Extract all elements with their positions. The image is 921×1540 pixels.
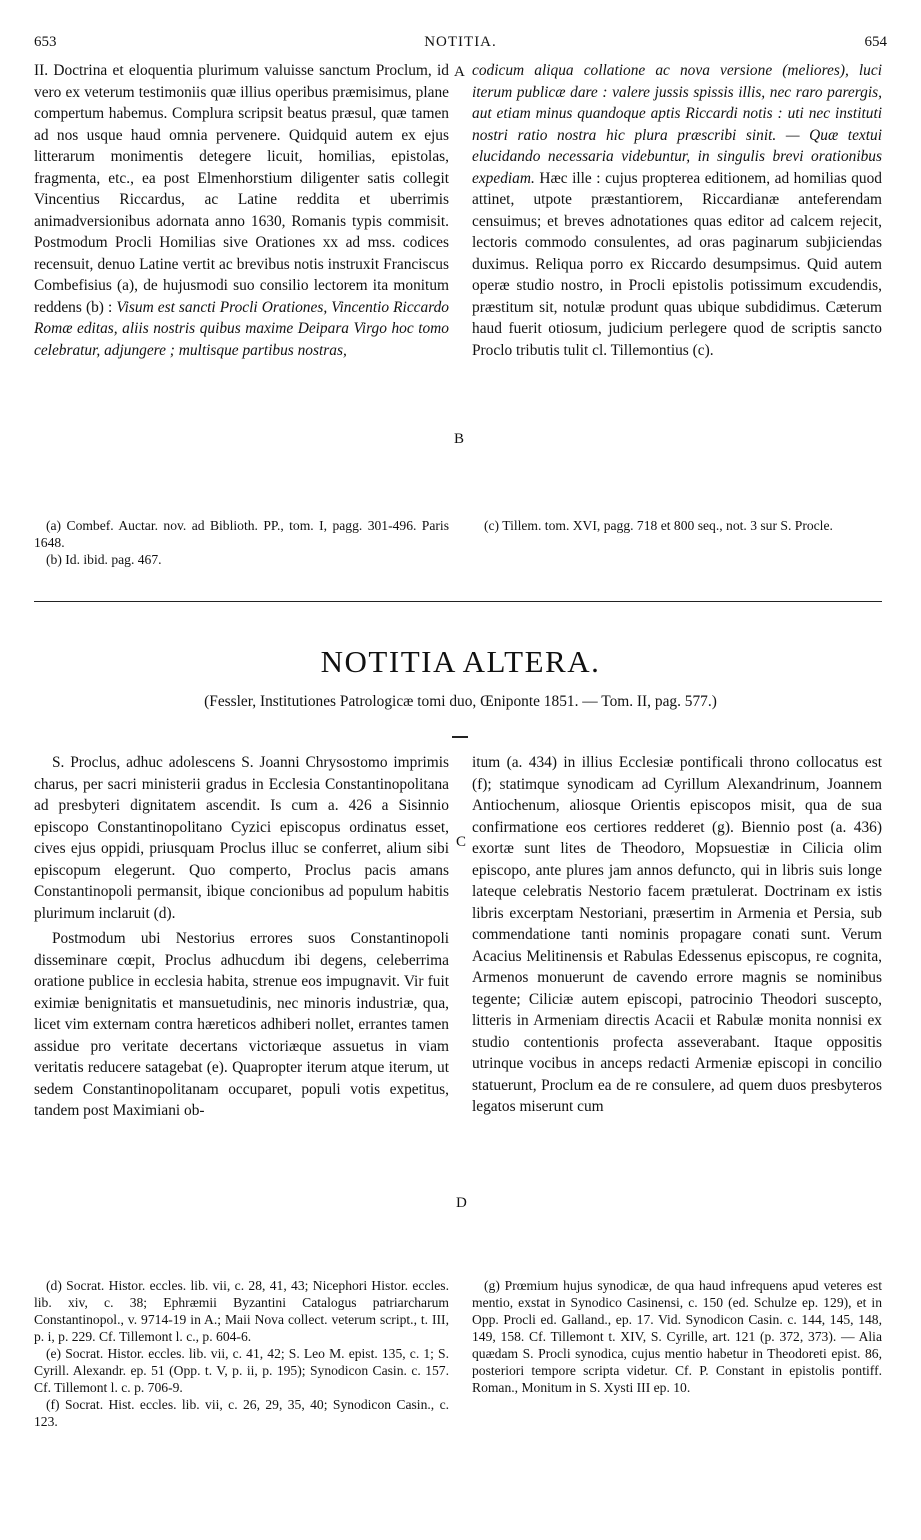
- footnote: (c) Tillem. tom. XVI, pagg. 718 et 800 seq., not. 3 sur S. Procle.: [484, 518, 833, 533]
- paragraph: Postmodum ubi Nestorius errores suos Constantinopoli disseminare cœpit, Proclus adhucdum ibi degens, celeberrima oratione publice in ecclesia habita, strenue eos impugnavit. Vir fuit eximiæ benignitatis et mansuetudinis, nec minoris industriæ, qua, licet vim externam contra hæreticos adhiberi nollet, errantes tamen assidue pro veritate decertans victoriæque assuetus in viam veritatis reducere satagebat (e). Quapropter iterum atque iterum, ut sedem Constantinopolitanam occuparet, populi votis expetitus, tandem post Maximiani ob-: [34, 930, 449, 1119]
- section-divider: [34, 601, 882, 602]
- top-right-column: [472, 60, 882, 361]
- footnotes-top-right: [472, 517, 882, 534]
- footnotes-top-left: [34, 517, 449, 568]
- footnote: (d) Socrat. Histor. eccles. lib. vii, c. 28, 41, 43; Nicephori Histor. eccles. lib. xiv, c. 38; Ephræmii Byzantini Catalogus patriarcharum Constantinopol., v. 9714-19 in A.; Maii Nova collect. veterum script., t. III, p. i, p. 229. Cf. Tillemont l. c., p. 604-6.: [34, 1278, 449, 1344]
- footnote: (b) Id. ibid. pag. 467.: [46, 552, 162, 567]
- section-title: NOTITIA ALTERA.: [320, 644, 601, 679]
- right-page-number: 654: [864, 34, 887, 50]
- margin-marker-b: B: [454, 431, 465, 447]
- margin-marker-c: C: [456, 834, 467, 850]
- footnote: (g) Prœmium hujus synodicæ, de qua haud infrequens apud veteres est mentio, exstat in Synodico Casinensi, c. 150 (ed. Schulze ep. 129), et in Opp. Procli ed. Galland., ep. 17. Vid. Synodicon Casin. c. 144, 145, 148, 149, 158. Cf. Tillemont t. XIV, S. Cyrille, art. 121 (p. 372, 373). — Alia quædam S. Procli synodica, cujus mentio habetur in Theodoreti epist. 86, posteriori tempore scripta videtur. Cf. P. Constant in epistolis pontiff. Roman., Monitum in S. Xysti III ep. 10.: [472, 1278, 882, 1395]
- section-source: (Fessler, Institutiones Patrologicæ tomi duo, Œniponte 1851. — Tom. II, pag. 577.): [204, 693, 717, 710]
- top-left-quote: Visum est sancti Procli Orationes, Vincentio Riccardo Romæ editas, aliis nostris quibus maxime Deipara Virgo hoc tomo celebratur, adjungere ; multisque partibus nostras,: [34, 298, 450, 359]
- footnote: (e) Socrat. Histor. eccles. lib. vii, c. 41, 42; S. Leo M. epist. 135, c. 1; S. Cyrill. Alexandr. ep. 51 (Opp. t. V, p. ii, p. 195); Synodicon Casin. c. 157. Cf. Tillemont l. c. p. 706-9.: [34, 1346, 449, 1395]
- top-right-paragraph: Hæc ille : cujus propterea editionem, ad homilias quod attinet, utpote præstantiorem, Riccardianæ anteferendam censuimus; et breves adnotationes quas editor ad calcem rejecit, lectoris commodo consulentes, ad oras paginarum subjiciendas duximus. Reliqua porro ex Riccardo desumpsimus. Quid autem operæ studio nostro, in Procli epistolis potissimum excudendis, præstitum sit, notulæ produnt quas ubique subdidimus. Cæterum haud fuerit otiosum, judicium perlegere quod de scriptis sancto Proclo tributis tulit cl. Tillemontius (c).: [472, 169, 882, 359]
- paragraph: S. Proclus, adhuc adolescens S. Joanni Chrysostomo imprimis charus, per sacri ministerii gradus in Ecclesia Constantinopolitana ad presbyteri dignitatem ascendit. Is cum a. 426 a Sisinnio episcopo Constantinopolitano Cyzici episcopus ordinatus esset, cives ejus oppidi, priusquam Proclus illuc se conferret, alium sibi episcopum elegerunt. Quo comperto, Proclus pacis amans Constantinopoli permansit, ibique concionibus ad populum habitis plurimum inclaruit (d).: [34, 754, 449, 922]
- top-right-quote: codicum aliqua collatione ac nova versione (meliores), luci iterum publicæ dare : valere jussis spissis illis, nec raro parergis, aut etiam minus quandoque aptis Riccardi notis : uti nec instituti nostri ratio nostra hic plura præscribi sinit. — Quæ textui elucidando necessaria videbuntur, in singulis brevi orationibus expediam.: [472, 62, 882, 187]
- running-title: NOTITIA.: [424, 34, 497, 50]
- top-left-column: [34, 60, 449, 361]
- left-page-number: 653: [34, 34, 57, 50]
- footnotes-bottom-right: [472, 1277, 882, 1396]
- bottom-left-column: [34, 752, 449, 1122]
- margin-marker-d: D: [456, 1195, 467, 1211]
- footnotes-bottom-left: [34, 1277, 449, 1430]
- title-dash: [452, 736, 468, 738]
- footnote: (a) Combef. Auctar. nov. ad Biblioth. PP., tom. I, pagg. 301-496. Paris 1648.: [34, 518, 449, 550]
- top-left-paragraph: II. Doctrina et eloquentia plurimum valuisse sanctum Proclum, id vero ex veterum testimoniis quæ illius operibus præmisimus, plane compertum habemus. Complura scripsit beatus præsul, quæ tamen ad nos usque haud omnia pervenere. Quidquid autem ex ejus litterarum monimentis detegere licuit, homilias, epistolas, fragmenta, etc., ea post Elmenhorstium diligenter satis collegit Vincentius Riccardus, ac Latine reddita et uberrimis animadversionibus adornata anno 1630, Romanis typis commisit. Postmodum Procli Homilias sive Orationes xx ad mss. codices recensuit, denuo Latine vertit ac brevibus notis instruxit Franciscus Combefisius (a), de hujusmodi suo consilio lectorem ita monitum reddens (b) :: [34, 62, 449, 316]
- paragraph: itum (a. 434) in illius Ecclesiæ pontificali throno collocatus est (f); statimque synodicam ad Cyrillum Alexandrinum, Joannem Antiochenum, aliosque Orientis episcopos misit, qua de sua confirmatione eos certiores redderet (g). Biennio post (a. 436) exortæ sunt lites de Theodoro, Mopsuestiæ in Cilicia olim episcopo, ante plures jam annos defuncto, qui in libris suis longe lateque celebratis Nestorio facem prætulerat. Doctrinam ex istis libris excerptam Nestoriani, præsertim in Armenia et Persia, sub commendatione tanti nominis propagare conati sunt. Verum Acacius Melitinensis et Rabulas Edessenus episcopus, re cognita, Armenos monuerunt de cavendo errore magnis se nominibus tegente; Ciliciæ autem episcopi, patrocinio Theodori suscepto, litteris in Armeniam directis Acacii et Rabulæ monita nonnisi ex studio contentionis profecta asseverabant. Itaque oppositis utrinque vocibus in anceps redacti Armeniæ episcopi in concilio statuerunt, Proclum ea de re consulere, ad quem duos presbyteros legatos miserunt cum: [472, 754, 882, 1115]
- footnote: (f) Socrat. Hist. eccles. lib. vii, c. 26, 29, 35, 40; Synodicon Casin., c. 123.: [34, 1397, 449, 1429]
- bottom-right-column: [472, 752, 882, 1118]
- margin-marker-a: A: [454, 64, 465, 80]
